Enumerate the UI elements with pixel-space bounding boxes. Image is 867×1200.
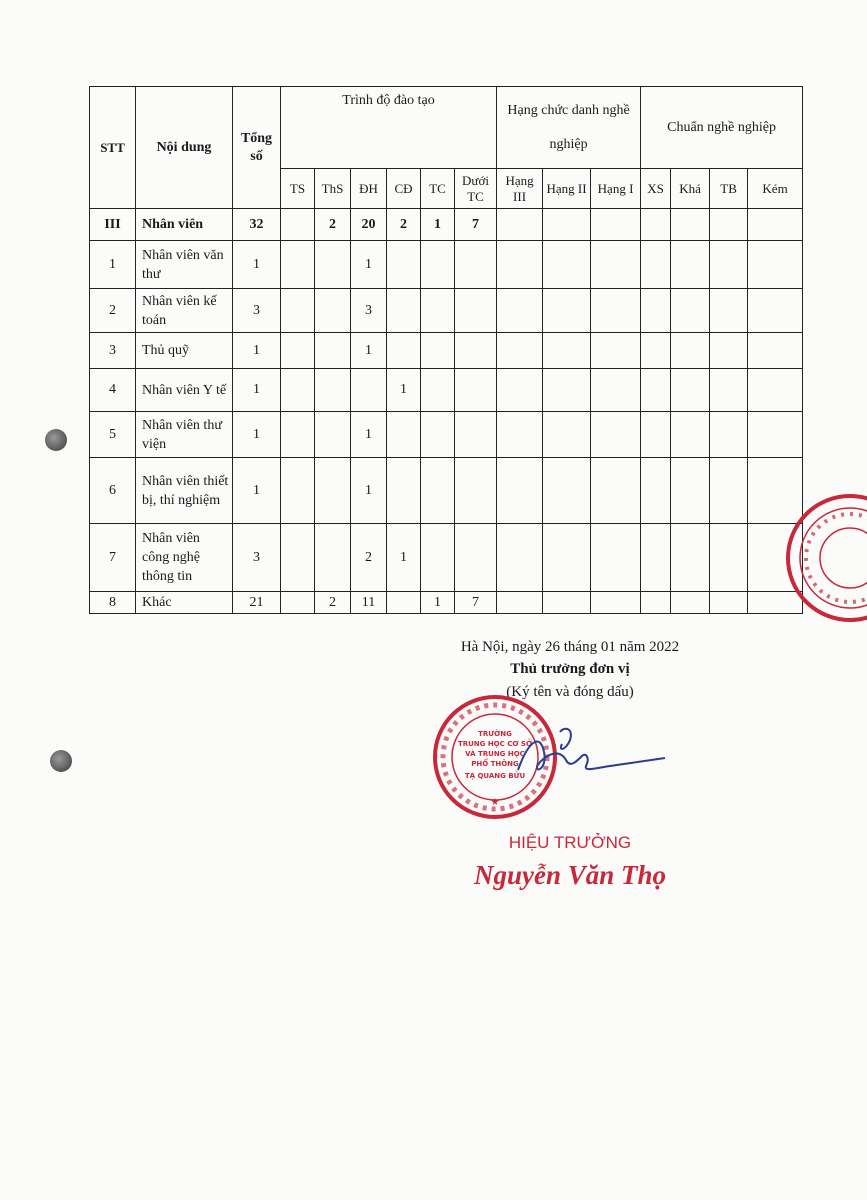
row-noi-dung: Thủ quỹ xyxy=(136,333,233,369)
row-duoi-tc xyxy=(455,289,497,333)
svg-text:PHỔ THÔNG: PHỔ THÔNG xyxy=(471,760,519,768)
row-noi-dung: Nhân viên thiết bị, thí nghiệm xyxy=(136,458,233,524)
row-noi-dung: Nhân viên thư viện xyxy=(136,412,233,458)
section-ths: 2 xyxy=(315,209,351,241)
row-duoi-tc xyxy=(455,333,497,369)
row-duoi-tc xyxy=(455,524,497,592)
section-duoi-tc: 7 xyxy=(455,209,497,241)
row-noi-dung: Nhân viên văn thư xyxy=(136,241,233,289)
section-tc: 1 xyxy=(421,209,455,241)
row-tong: 3 xyxy=(233,524,281,592)
header-xs: XS xyxy=(641,169,671,209)
svg-text:TRUNG HỌC CƠ SỞ: TRUNG HỌC CƠ SỞ xyxy=(457,740,533,748)
header-hang-chuc-danh: Hạng chức danh nghề nghiệp xyxy=(497,87,641,169)
header-kha: Khá xyxy=(671,169,710,209)
row-tong: 1 xyxy=(233,412,281,458)
table-row xyxy=(90,333,803,369)
row-noi-dung: Khác xyxy=(136,592,233,614)
header-tb: TB xyxy=(710,169,748,209)
header-kem: Kém xyxy=(748,169,803,209)
table-row xyxy=(90,458,803,524)
punch-hole-top xyxy=(45,429,67,451)
svg-text:★: ★ xyxy=(490,797,500,808)
header-chuan-nghe: Chuẩn nghề nghiệp xyxy=(641,87,803,169)
table-row xyxy=(90,524,803,592)
section-dh: 20 xyxy=(351,209,387,241)
row-ths xyxy=(315,458,351,524)
row-dh: 1 xyxy=(351,458,387,524)
punch-hole-bottom xyxy=(50,750,72,772)
row-stt: 1 xyxy=(90,241,136,289)
svg-text:TRƯỜNG: TRƯỜNG xyxy=(478,730,512,738)
row-cd xyxy=(387,289,421,333)
table-row xyxy=(90,241,803,289)
svg-text:TẠ QUANG BỬU: TẠ QUANG BỬU xyxy=(464,772,526,780)
row-ths xyxy=(315,241,351,289)
row-ths xyxy=(315,289,351,333)
signer-title: Thủ trưởng đơn vị xyxy=(510,661,630,677)
header-hang-1: Hạng I xyxy=(591,169,641,209)
row-cd: 1 xyxy=(387,369,421,412)
row-ths: 2 xyxy=(315,592,351,614)
row-ts xyxy=(281,592,315,614)
header-trinh-do: Trình độ đào tạo xyxy=(281,87,497,169)
signer-name: Nguyễn Văn Thọ xyxy=(473,860,667,890)
row-dh xyxy=(351,369,387,412)
row-noi-dung: Nhân viên kế toán xyxy=(136,289,233,333)
side-seal xyxy=(780,488,867,628)
header-row-1 xyxy=(90,87,803,169)
section-stt: III xyxy=(90,209,136,241)
row-tc xyxy=(421,289,455,333)
row-dh: 1 xyxy=(351,333,387,369)
row-tong: 21 xyxy=(233,592,281,614)
row-dh: 1 xyxy=(351,412,387,458)
row-duoi-tc xyxy=(455,241,497,289)
row-duoi-tc: 7 xyxy=(455,592,497,614)
row-ths xyxy=(315,524,351,592)
row-ts xyxy=(281,289,315,333)
row-stt: 6 xyxy=(90,458,136,524)
row-cd: 1 xyxy=(387,524,421,592)
row-tong: 1 xyxy=(233,241,281,289)
row-tong: 3 xyxy=(233,289,281,333)
header-hang-2: Hạng II xyxy=(543,169,591,209)
header-ts: TS xyxy=(281,169,315,209)
row-duoi-tc xyxy=(455,369,497,412)
header-tc: TC xyxy=(421,169,455,209)
row-noi-dung: Nhân viên Y tế xyxy=(136,369,233,412)
date-line: Hà Nội, ngày 26 tháng 01 năm 2022 xyxy=(460,639,680,655)
section-noi-dung: Nhân viên xyxy=(136,209,233,241)
row-tong: 1 xyxy=(233,369,281,412)
section-row xyxy=(90,209,803,241)
row-ths xyxy=(315,369,351,412)
row-stt: 3 xyxy=(90,333,136,369)
row-duoi-tc xyxy=(455,458,497,524)
header-tong-so: Tổng số xyxy=(233,87,281,209)
table-row xyxy=(90,412,803,458)
header-duoi-tc: Dưới TC xyxy=(455,169,497,209)
table-row xyxy=(90,289,803,333)
row-dh: 11 xyxy=(351,592,387,614)
header-hang-3: Hạng III xyxy=(497,169,543,209)
row-tc xyxy=(421,333,455,369)
row-cd xyxy=(387,412,421,458)
table-row xyxy=(90,369,803,412)
row-stt: 4 xyxy=(90,369,136,412)
header-cd: CĐ xyxy=(387,169,421,209)
row-stt: 2 xyxy=(90,289,136,333)
row-ts xyxy=(281,241,315,289)
header-stt: STT xyxy=(90,87,136,209)
staff-table xyxy=(89,86,803,614)
row-tc xyxy=(421,524,455,592)
row-duoi-tc xyxy=(455,412,497,458)
svg-text:VÀ TRUNG HỌC: VÀ TRUNG HỌC xyxy=(465,750,525,758)
row-ts xyxy=(281,458,315,524)
row-tong: 1 xyxy=(233,333,281,369)
row-dh: 3 xyxy=(351,289,387,333)
row-ts xyxy=(281,524,315,592)
row-cd xyxy=(387,333,421,369)
row-dh: 1 xyxy=(351,241,387,289)
row-ths xyxy=(315,333,351,369)
row-stt: 5 xyxy=(90,412,136,458)
position-title: HIỆU TRƯỞNG xyxy=(508,833,632,852)
section-tong: 32 xyxy=(233,209,281,241)
signature-note: (Ký tên và đóng dấu) xyxy=(506,684,634,700)
row-tong: 1 xyxy=(233,458,281,524)
row-ts xyxy=(281,412,315,458)
row-stt: 7 xyxy=(90,524,136,592)
row-ts xyxy=(281,369,315,412)
row-tc xyxy=(421,412,455,458)
row-tc: 1 xyxy=(421,592,455,614)
row-tc xyxy=(421,369,455,412)
row-tc xyxy=(421,241,455,289)
header-ths: ThS xyxy=(315,169,351,209)
row-cd xyxy=(387,241,421,289)
table-row xyxy=(90,592,803,614)
header-noi-dung: Nội dung xyxy=(136,87,233,209)
row-noi-dung: Nhân viên công nghệ thông tin xyxy=(136,524,233,592)
signature xyxy=(500,722,680,792)
row-ts xyxy=(281,333,315,369)
row-cd xyxy=(387,458,421,524)
section-cd: 2 xyxy=(387,209,421,241)
row-ths xyxy=(315,412,351,458)
row-tc xyxy=(421,458,455,524)
row-dh: 2 xyxy=(351,524,387,592)
header-dh: ĐH xyxy=(351,169,387,209)
row-cd xyxy=(387,592,421,614)
section-ts xyxy=(281,209,315,241)
row-stt: 8 xyxy=(90,592,136,614)
